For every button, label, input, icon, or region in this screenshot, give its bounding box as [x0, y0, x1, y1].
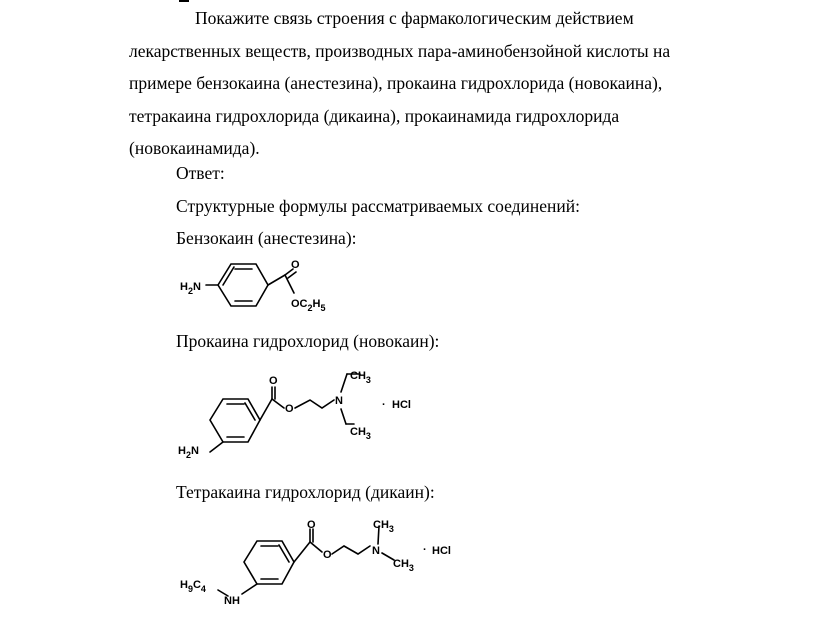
benzocaine-caption: Бензокаин (анестезина): [176, 228, 357, 248]
amine-group-label: $H_2N$ [178, 445, 199, 460]
question-paragraph [129, 2, 769, 165]
question-line-5: (новокаинамида). [129, 138, 260, 158]
ester-bond [272, 399, 284, 408]
benzocaine-structure [170, 252, 390, 322]
nitrogen-label: N [372, 545, 380, 557]
carbonyl-oxygen-label: O [269, 375, 278, 387]
nitrogen-label: N [335, 395, 343, 407]
carbonyl-oxygen-label: O [291, 259, 300, 271]
structures-heading: Структурные формулы рассматриваемых соединений: [176, 196, 580, 216]
hcl-label: HCl [432, 545, 451, 557]
ethoxy-group-label: $OC_2H_5$ [291, 298, 326, 313]
methyl-upper-label: $CH_3$ [350, 370, 371, 385]
question-line-1: Покажите связь строения с фармакологическим действием [195, 8, 634, 28]
answer-label: Ответ: [176, 163, 225, 183]
tetracaine-structure [172, 512, 457, 620]
benzene-ring [210, 399, 260, 442]
ethylene-chain [332, 546, 370, 554]
benzene-ring [244, 541, 294, 584]
ethyl-bond-upper [341, 374, 347, 392]
carbonyl-carbon-bond [294, 542, 310, 562]
hcl-label: HCl [392, 399, 411, 411]
question-line-2: лекарственных веществ, производных пара-аминобензойной кислоты на [129, 40, 671, 61]
benzene-ring [218, 264, 268, 306]
procaine-structure [170, 362, 430, 472]
ester-oxygen-label: O [323, 549, 332, 561]
methyl-upper-label: $CH_3$ [373, 519, 394, 534]
salt-dot: · [382, 399, 386, 411]
ester-oxygen-label: O [285, 403, 294, 415]
ethyl-bond-lower [341, 409, 346, 424]
salt-dot: · [423, 544, 427, 556]
tetracaine-caption: Тетракаина гидрохлорид (дикаин): [176, 482, 435, 502]
carbonyl-double-bond-2 [288, 272, 296, 278]
amine-bond [242, 584, 257, 594]
carbonyl-oxygen-label: O [307, 519, 316, 531]
nh-label: NH [224, 595, 240, 607]
procaine-caption: Прокаина гидрохлорид (новокаин): [176, 331, 440, 351]
amine-bond [210, 442, 223, 452]
amine-group-label: $H_2N$ [180, 281, 201, 296]
question-line-3: примере бензокаина (анестезина), прокаина гидрохлорида (новокаина), [129, 73, 663, 93]
butyl-group-label: $H_9C_4$ [180, 579, 206, 594]
methyl-lower-label: $CH_3$ [350, 426, 371, 441]
carbonyl-carbon-bond [268, 275, 285, 285]
ester-bond [310, 542, 322, 552]
methyl-lower-label: $CH_3$ [393, 558, 414, 573]
ethylene-chain [295, 400, 334, 408]
carbonyl-carbon-bond [260, 399, 272, 420]
question-line-4: тетракаина гидрохлорида (дикаина), прокаинамида гидрохлорида [129, 105, 620, 126]
